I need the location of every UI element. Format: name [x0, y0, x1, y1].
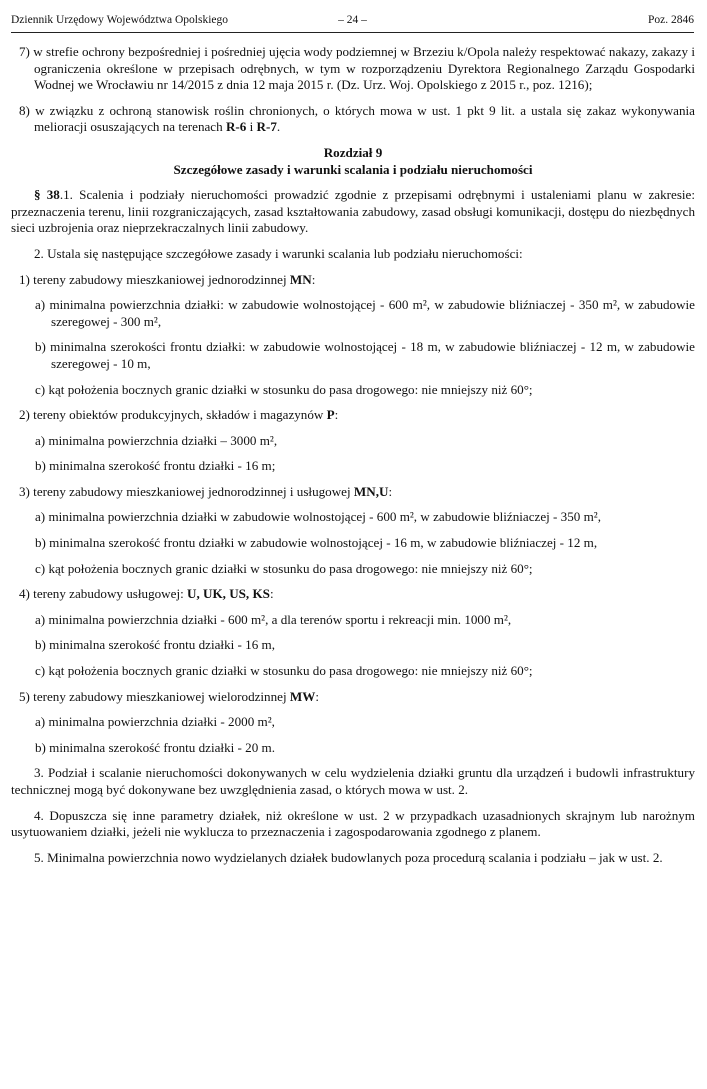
- section-38-paragraph-5: 5. Minimalna powierzchnia nowo wydzielanych działek budowlanych poza procedurą scalania i podziału – jak w ust. 2.: [34, 849, 663, 865]
- group-2-item-a: a) minimalna powierzchnia działki – 3000 m²,: [35, 432, 278, 448]
- section-38-paragraph-4: 4. Dopuszcza się inne parametry działek, niż określone w ust. 2 w przypadkach uzasadnionych skrajnym lub narożnym usytuowaniem działki, jeżeli nie wyklucza to przeznaczenia i zagospodarowania zgodnego z planem.: [11, 807, 695, 840]
- chapter-number: Rozdział 9: [323, 144, 383, 160]
- group-3-item-b: b) minimalna szerokość frontu działki w zabudowie wolnostojącej - 16 m, w zabudowie bliźniaczej - 12 m,: [35, 535, 598, 551]
- group-3-item-c: c) kąt położenia bocznych granic działki w stosunku do pasa drogowego: nie mniejszy niż 60°;: [35, 560, 533, 576]
- page-header: [11, 14, 694, 33]
- chapter-title: Szczegółowe zasady i warunki scalania i podziału nieruchomości: [173, 161, 533, 177]
- group-1-item-a: a) minimalna powierzchnia działki: w zabudowie wolnostojącej - 600 m², w zabudowie bliźniaczej - 350 m², w zabudowie szeregowej - 300 m²,: [35, 297, 695, 329]
- position-number: Poz. 2846: [648, 14, 694, 26]
- document-body: [11, 44, 695, 875]
- section-38-paragraph-2: 2. Ustala się następujące szczegółowe zasady i warunki scalania lub podziału nieruchomości:: [34, 245, 523, 261]
- group-3-item-a: a) minimalna powierzchnia działki w zabudowie wolnostojącej - 600 m², w zabudowie bliźniaczej - 350 m²,: [35, 509, 601, 525]
- group-4-heading: 4) tereny zabudowy usługowej: U, UK, US, KS:: [19, 586, 274, 602]
- group-4-item-b: b) minimalna szerokość frontu działki - 16 m,: [35, 637, 275, 653]
- page-number: – 24 –: [338, 14, 367, 26]
- group-5-item-a: a) minimalna powierzchnia działki - 2000 m²,: [35, 714, 275, 730]
- section-38-paragraph-3: 3. Podział i scalanie nieruchomości dokonywanych w celu wydzielenia działki gruntu dla urządzeń i budowli infrastruktury technicznej mogą być dokonywane bez uwzględnienia zasad, o których mowa w ust. 2.: [11, 765, 695, 797]
- group-1-heading: 1) tereny zabudowy mieszkaniowej jednorodzinnej MN:: [19, 271, 316, 287]
- group-4-item-c: c) kąt położenia bocznych granic działki w stosunku do pasa drogowego: nie mniejszy niż 60°;: [35, 663, 533, 679]
- section-38-paragraph-1: § 38.1. Scalenia i podziały nieruchomości prowadzić zgodnie z przepisami odrębnymi i ustaleniami planu w zakresie: przeznaczenia terenu, linii rozgraniczających, zasad kształtowania zabudowy, zasad obsługi komunikacji, dostępu do niezbędnych sieci uzbrojenia oraz nieprzekraczalnych linii zabudowy.: [11, 187, 695, 236]
- group-2-item-b: b) minimalna szerokość frontu działki - 16 m;: [35, 458, 276, 474]
- group-5-heading: 5) tereny zabudowy mieszkaniowej wielorodzinnej MW:: [19, 688, 319, 704]
- item-8: 8) w związku z ochroną stanowisk roślin chronionych, o których mowa w ust. 1 pkt 9 lit. a ustala się zakaz wykonywania melioracji osuszających na terenach R-6 i R-7.: [19, 102, 695, 135]
- group-3-heading: 3) tereny zabudowy mieszkaniowej jednorodzinnej i usługowej MN,U:: [19, 483, 393, 499]
- group-1-item-c: c) kąt położenia bocznych granic działki w stosunku do pasa drogowego: nie mniejszy niż 60°;: [35, 381, 533, 397]
- group-5-item-b: b) minimalna szerokość frontu działki - 20 m.: [35, 739, 275, 755]
- group-1-item-b: b) minimalna szerokości frontu działki: w zabudowie wolnostojącej - 18 m, w zabudowie bliźniaczej - 12 m, w zabudowie szeregowej - 10 m,: [35, 339, 695, 371]
- item-7: 7) w strefie ochrony bezpośredniej i pośredniej ujęcia wody podziemnej w Brzeziu k/Opola należy respektować nakazy, zakazy i ograniczenia określone w przepisach odrębnych, w tym w rozporządzeniu Dyrektora Regionalnego Zarządu Gospodarki Wodnej we Wrocławiu nr 14/2015 z dnia 12 maja 2015 r. (Dz. Urz. Woj. Opolskiego z 2015 r., poz. 1216);: [19, 44, 695, 93]
- journal-name: Dziennik Urzędowy Województwa Opolskiego: [11, 14, 228, 26]
- group-4-item-a: a) minimalna powierzchnia działki - 600 m², a dla terenów sportu i rekreacji min. 1000 m²,: [35, 611, 512, 627]
- group-2-heading: 2) tereny obiektów produkcyjnych, składów i magazynów P:: [19, 407, 339, 423]
